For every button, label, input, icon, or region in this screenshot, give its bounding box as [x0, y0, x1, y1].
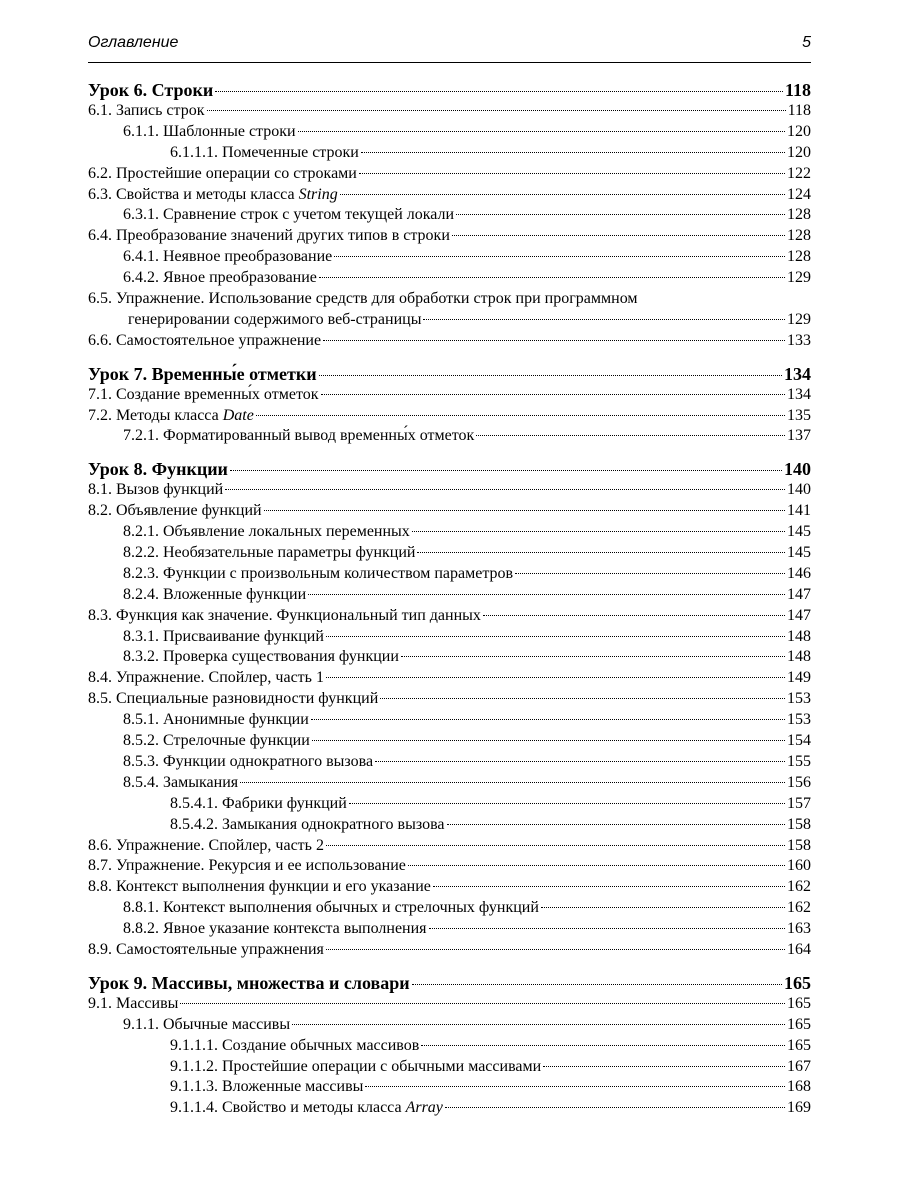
toc-page-number: 145 — [787, 544, 811, 562]
toc-page-number: 134 — [784, 363, 811, 384]
dot-leader — [429, 928, 785, 929]
dot-leader — [340, 194, 785, 195]
dot-leader — [334, 256, 785, 257]
toc-entry — [88, 710, 811, 731]
toc-page-number: 157 — [787, 794, 811, 812]
toc-entry-title: 6.5. Упражнение. Использование средств для обработки строк при программном — [88, 290, 638, 308]
toc-entry-title — [88, 185, 338, 206]
toc-entry-text: 6.4. Преобразование значений других типов в строки — [88, 227, 450, 245]
toc-entry-title — [88, 689, 378, 710]
toc-entry — [88, 606, 811, 627]
toc-entry — [88, 585, 811, 606]
dot-leader — [207, 110, 786, 111]
toc-entry-italic: String — [298, 185, 338, 203]
dot-leader — [412, 984, 782, 985]
toc-entry-text: 8.5.3. Функции однократного вызова — [123, 752, 374, 770]
toc-page-number: 165 — [787, 994, 811, 1012]
toc-page-number: 118 — [787, 102, 811, 119]
dot-leader — [541, 907, 785, 908]
toc-entry-text: 8.5.1. Анонимные функции — [123, 711, 309, 729]
toc-entry-text: 6.3. Свойства и методы класса — [88, 185, 299, 203]
running-header — [88, 34, 811, 52]
toc-page-number: 145 — [787, 523, 811, 541]
toc-entry-title — [123, 205, 454, 226]
toc-page-number: 165 — [784, 972, 811, 993]
toc-page-number: 168 — [787, 1078, 811, 1096]
dot-leader — [298, 131, 785, 132]
toc-entry-title — [88, 606, 481, 627]
toc-entry — [88, 268, 811, 289]
toc-entry-title — [88, 226, 450, 247]
toc-page-number: 118 — [784, 80, 811, 100]
toc-entry-title — [170, 143, 359, 164]
toc-entry-text: 8.9. Самостоятельные упражнения — [88, 940, 324, 958]
dot-leader — [311, 719, 785, 720]
toc-entry-text: 8.3.2. Проверка существования функции — [123, 648, 399, 666]
toc-entry — [88, 143, 811, 164]
dot-leader — [423, 319, 785, 320]
toc-page-number: 158 — [787, 836, 811, 854]
toc-entry-text: Урок 9. Массивы, множества и словари — [88, 972, 410, 993]
toc-chapter — [88, 972, 811, 994]
toc-entry — [88, 385, 811, 406]
dot-leader — [326, 636, 785, 637]
toc-page-number: 129 — [787, 269, 811, 287]
toc-entry-text: 8.2.3. Функции с произвольным количеством параметров — [123, 564, 514, 582]
toc-entry — [88, 522, 811, 543]
toc-entry-text: 9.1.1.1. Создание обычных массивов — [170, 1036, 420, 1054]
toc-page-number: 141 — [787, 502, 811, 520]
dot-leader — [417, 552, 785, 553]
toc-entry — [88, 647, 811, 668]
toc-entry-title — [170, 794, 347, 815]
toc-entry-title — [123, 1015, 290, 1036]
toc-entry — [88, 101, 811, 122]
header-rule — [88, 62, 811, 63]
toc-entry-title — [88, 385, 319, 406]
toc-page-number: 120 — [787, 122, 811, 140]
toc-entry-title — [123, 710, 309, 731]
toc-entry — [88, 122, 811, 143]
toc-entry-text: 9.1.1. Обычные массивы — [123, 1015, 291, 1033]
toc-entry-title — [170, 815, 445, 836]
toc-entry — [88, 247, 811, 268]
toc-entry — [88, 1057, 811, 1078]
toc-entry — [88, 164, 811, 185]
toc-chapter — [88, 79, 811, 101]
toc-entry — [88, 1077, 811, 1098]
toc-entry-italic: Array — [405, 1099, 443, 1117]
toc-entry-text: 6.1.1.1. Помеченные строки — [170, 143, 359, 161]
toc-page-number: 153 — [787, 690, 811, 708]
dot-leader — [456, 214, 785, 215]
toc-entry-title — [88, 940, 324, 961]
toc-entry-title — [88, 164, 357, 185]
toc-entry — [88, 877, 811, 898]
toc-entry — [88, 919, 811, 940]
dot-leader — [326, 677, 785, 678]
toc-entry-title — [88, 668, 324, 689]
toc-page-number: 137 — [787, 427, 811, 445]
toc-entry-text: 8.4. Упражнение. Спойлер, часть 1 — [88, 669, 324, 687]
toc-entry — [88, 1036, 811, 1057]
dot-leader — [326, 845, 785, 846]
toc-page-number: 135 — [787, 406, 811, 424]
dot-leader — [412, 531, 785, 532]
toc-entry-text: 7.2. Методы класса — [88, 406, 223, 424]
toc-entry — [88, 564, 811, 585]
toc-page-number: 148 — [787, 648, 811, 666]
toc-page-number: 158 — [787, 815, 811, 833]
toc-entry-text: 8.2.1. Объявление локальных переменных — [123, 523, 410, 541]
toc-entry-title — [88, 994, 178, 1015]
toc-page-number: 122 — [787, 164, 811, 182]
toc-entry-title — [170, 1036, 419, 1057]
dot-leader — [240, 782, 785, 783]
toc-chapter — [88, 458, 811, 480]
dot-leader — [319, 277, 785, 278]
toc-page-number: 128 — [787, 206, 811, 224]
toc-entry — [88, 856, 811, 877]
toc-entry-title — [88, 331, 321, 352]
toc-entry-text: 9.1. Массивы — [88, 994, 179, 1012]
dot-leader — [323, 340, 785, 341]
toc-entry-title — [123, 522, 410, 543]
toc-entry-title — [88, 501, 262, 522]
toc-entry-title — [88, 972, 410, 994]
dot-leader — [312, 740, 785, 741]
toc-entry-text: 8.5.4. Замыкания — [123, 773, 239, 791]
dot-leader — [408, 865, 785, 866]
toc-entry-text: 8.8. Контекст выполнения функции и его указание — [88, 878, 431, 896]
dot-leader — [447, 824, 785, 825]
toc-entry-text: 8.6. Упражнение. Спойлер, часть 2 — [88, 836, 324, 854]
toc-entry-title — [123, 647, 399, 668]
dot-leader — [375, 761, 785, 762]
toc-entry — [88, 289, 811, 331]
toc-entry — [88, 1015, 811, 1036]
toc-entry-continuation — [88, 310, 811, 331]
dot-leader — [326, 949, 785, 950]
toc-entry — [88, 406, 811, 427]
toc-entry-title — [88, 480, 223, 501]
dot-leader — [256, 415, 785, 416]
toc-entry-text: 8.3.1. Присваивание функций — [123, 627, 324, 645]
toc-entry-text: 6.3.1. Сравнение строк с учетом текущей локали — [123, 206, 455, 224]
toc-page-number: 154 — [787, 732, 811, 750]
toc-page-number: 148 — [787, 627, 811, 645]
toc-page-number: 160 — [787, 857, 811, 875]
toc-page-number: 129 — [787, 310, 811, 328]
toc-entry-text: 9.1.1.3. Вложенные массивы — [170, 1078, 364, 1096]
dot-leader — [483, 615, 785, 616]
toc-entry-title — [123, 585, 306, 606]
toc-entry-text: 6.4.2. Явное преобразование — [123, 269, 317, 287]
toc-page-number: 165 — [787, 1036, 811, 1054]
toc-entry-text: 8.2. Объявление функций — [88, 502, 262, 520]
toc-entry-title — [123, 752, 373, 773]
toc-entry-title — [170, 1057, 541, 1078]
toc-entry-text: 8.8.2. Явное указание контекста выполнения — [123, 920, 427, 938]
toc-entry-text: Урок 7. Временны́е отметки — [88, 363, 317, 384]
toc-page-number: 120 — [787, 143, 811, 161]
toc-page-number: 147 — [787, 606, 811, 624]
toc-page-number: 140 — [784, 459, 811, 480]
toc-entry-text: 8.5.4.2. Замыкания однократного вызова — [170, 815, 445, 833]
toc-page-number: 156 — [787, 773, 811, 791]
dot-leader — [264, 510, 785, 511]
toc-entry — [88, 205, 811, 226]
toc-entry-title — [123, 543, 415, 564]
dot-leader — [515, 573, 785, 574]
toc-entry — [88, 815, 811, 836]
toc-entry-title — [88, 458, 228, 480]
toc-entry — [88, 543, 811, 564]
dot-leader — [421, 1045, 785, 1046]
toc-entry-title — [88, 101, 205, 122]
running-header-title: Оглавление — [88, 34, 179, 51]
toc-entry-title — [88, 79, 213, 101]
dot-leader — [361, 152, 785, 153]
toc-entry-text: 7.2.1. Форматированный вывод временны́х отметок — [123, 427, 475, 445]
toc-entry-text: Урок 6. Строки — [88, 80, 214, 100]
toc-entry — [88, 994, 811, 1015]
toc-entry-title — [123, 627, 324, 648]
toc-entry-text: 8.5. Специальные разновидности функций — [88, 690, 379, 708]
toc-entry — [88, 836, 811, 857]
toc-entry-text: 8.3. Функция как значение. Функциональный тип данных — [88, 606, 481, 624]
dot-leader — [401, 656, 785, 657]
toc-entry-text: 6.2. Простейшие операции со строками — [88, 164, 357, 182]
toc-page-number: 162 — [787, 899, 811, 917]
toc-entry-text: 8.5.4.1. Фабрики функций — [170, 794, 347, 812]
toc-entry — [88, 226, 811, 247]
toc-entry-title — [88, 363, 317, 385]
toc-page-number: 153 — [787, 711, 811, 729]
toc-entry-text: 8.2.4. Вложенные функции — [123, 585, 307, 603]
toc-entry-title — [123, 268, 317, 289]
toc-page-number: 140 — [787, 481, 811, 499]
page-number: 5 — [802, 34, 811, 51]
toc-entry — [88, 480, 811, 501]
toc-entry-text: 7.1. Создание временны́х отметок — [88, 385, 319, 403]
toc-entry — [88, 940, 811, 961]
toc-entry-title — [123, 773, 238, 794]
toc-entry — [88, 898, 811, 919]
toc-entry-title — [123, 919, 427, 940]
dot-leader — [349, 803, 785, 804]
toc-entry-text: 8.5.2. Стрелочные функции — [123, 732, 310, 750]
toc-entry — [88, 794, 811, 815]
dot-leader — [308, 594, 785, 595]
toc-entry-title — [170, 1098, 443, 1119]
toc-entry — [88, 331, 811, 352]
toc-entry-title — [123, 564, 513, 585]
toc-page-number: 169 — [787, 1099, 811, 1117]
toc-entry — [88, 185, 811, 206]
toc-entry-title-cont: генерировании содержимого веб-страницы — [128, 310, 422, 328]
toc-page-number: 128 — [787, 227, 811, 245]
toc-entry-text: 8.1. Вызов функций — [88, 481, 224, 499]
toc-entry — [88, 773, 811, 794]
toc-page-number: 149 — [787, 669, 811, 687]
toc-page-number: 124 — [787, 185, 811, 203]
toc-page-number: 164 — [787, 940, 811, 958]
dot-leader — [230, 470, 782, 471]
dot-leader — [319, 375, 782, 376]
dot-leader — [543, 1066, 785, 1067]
toc-entry-text: Урок 8. Функции — [88, 459, 228, 480]
toc-entry-title — [123, 426, 474, 447]
dot-leader — [359, 173, 785, 174]
toc-page-number: 162 — [787, 878, 811, 896]
toc-page-number: 133 — [787, 331, 811, 349]
toc-entry-title — [170, 1077, 363, 1098]
toc-entry — [88, 752, 811, 773]
dot-leader — [292, 1024, 785, 1025]
toc-entry — [88, 501, 811, 522]
toc-page-number: 147 — [787, 585, 811, 603]
dot-leader — [215, 91, 783, 92]
toc-entry-text: 6.1. Запись строк — [88, 102, 205, 119]
toc-entry-text: 6.6. Самостоятельное упражнение — [88, 331, 322, 349]
toc-entry — [88, 689, 811, 710]
toc-entry — [88, 426, 811, 447]
toc-chapter — [88, 363, 811, 385]
dot-leader — [180, 1003, 785, 1004]
dot-leader — [365, 1086, 785, 1087]
toc-entry-title — [88, 856, 406, 877]
toc-entry-text: 9.1.1.2. Простейшие операции с обычными массивами — [170, 1057, 542, 1075]
toc-entry-title — [123, 122, 296, 143]
toc-entry-title — [123, 247, 332, 268]
toc-entry-text: 9.1.1.4. Свойство и методы класса — [170, 1099, 406, 1117]
dot-leader — [380, 698, 785, 699]
toc-entry-text: 8.2.2. Необязательные параметры функций — [123, 544, 416, 562]
toc-page-number: 134 — [787, 385, 811, 403]
toc-entry-text: 8.7. Упражнение. Рекурсия и ее использование — [88, 857, 406, 875]
toc-page-number: 163 — [787, 920, 811, 938]
toc-entry-text: 6.1.1. Шаблонные строки — [123, 122, 296, 140]
toc-entry-title — [88, 877, 431, 898]
toc-page-number: 155 — [787, 752, 811, 770]
toc-entry — [88, 731, 811, 752]
toc-page-number: 128 — [787, 248, 811, 266]
dot-leader — [476, 435, 785, 436]
toc-page-number: 165 — [787, 1015, 811, 1033]
toc-entry-title — [123, 898, 539, 919]
toc-entry-italic: Date — [222, 406, 254, 424]
toc-entry — [88, 627, 811, 648]
toc-page-number: 146 — [787, 564, 811, 582]
toc-page-number: 167 — [787, 1057, 811, 1075]
toc-entry — [88, 668, 811, 689]
toc-entry-title — [123, 731, 310, 752]
dot-leader — [321, 394, 786, 395]
toc-entry-title — [88, 836, 324, 857]
dot-leader — [225, 489, 785, 490]
toc-entry-text: 6.4.1. Неявное преобразование — [123, 248, 333, 266]
toc-entry-text: 8.8.1. Контекст выполнения обычных и стрелочных функций — [123, 899, 539, 917]
table-of-contents — [88, 79, 811, 1119]
dot-leader — [433, 886, 785, 887]
toc-entry-title — [88, 406, 254, 427]
dot-leader — [445, 1107, 785, 1108]
toc-entry — [88, 1098, 811, 1119]
dot-leader — [452, 235, 785, 236]
